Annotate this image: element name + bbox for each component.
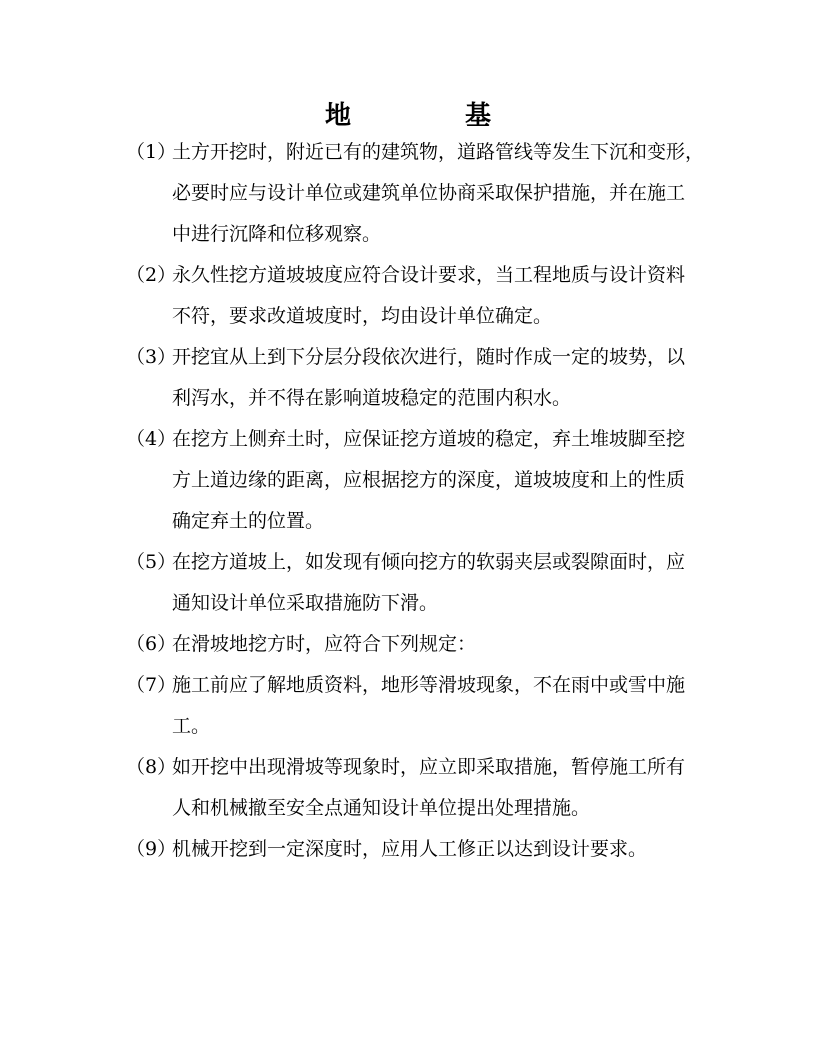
list-item	[126, 132, 756, 255]
list-item	[126, 665, 756, 747]
item-number: （8）	[126, 756, 177, 778]
item-text: 开挖宜从上到下分层分段依次进行，随时作成一定的坡势，以 利泻水，并不得在影响道坡稳定的范围内积水。	[172, 346, 686, 409]
item-number: （7）	[126, 674, 177, 696]
item-number: （5）	[126, 551, 177, 573]
item-number: （6）	[126, 633, 177, 655]
item-text: 永久性挖方道坡坡度应符合设计要求，当工程地质与设计资料 不符，要求改道坡度时，均由设计单位确定。	[172, 264, 686, 327]
item-number: （9）	[126, 838, 177, 860]
list-item	[126, 829, 756, 870]
item-number: （4）	[126, 428, 177, 450]
item-text: 机械开挖到一定深度时，应用人工修正以达到设计要求。	[172, 838, 648, 860]
list-item	[126, 419, 756, 542]
item-number: （2）	[126, 264, 177, 286]
item-text: 在挖方道坡上，如发现有倾向挖方的软弱夹层或裂隙面时，应 通知设计单位采取措施防下滑。	[172, 551, 686, 614]
list-item	[126, 255, 756, 337]
list-item	[126, 747, 756, 829]
list-item	[126, 624, 756, 665]
page-title: 地 基	[324, 101, 535, 131]
item-text: 如开挖中出现滑坡等现象时，应立即采取措施，暂停施工所有 人和机械撤至安全点通知设计单位提出处理措施。	[172, 756, 686, 819]
item-text: 在挖方上侧弃土时，应保证挖方道坡的稳定，弃土堆坡脚至挖 方上道边缘的距离，应根据挖方的深度，道坡坡度和上的性质 确定弃土的位置。	[172, 428, 686, 532]
regulation-list	[126, 132, 756, 870]
item-text: 土方开挖时，附近已有的建筑物，道路管线等发生下沉和变形， 必要时应与设计单位或建筑单位协商采取保护措施，并在施工 中进行沉降和位移观察。	[172, 141, 705, 245]
list-item	[126, 542, 756, 624]
item-number: （3）	[126, 346, 177, 368]
item-number: （1）	[126, 141, 177, 163]
item-text: 在滑坡地挖方时，应符合下列规定：	[172, 633, 477, 655]
list-item	[126, 337, 756, 419]
item-text: 施工前应了解地质资料，地形等滑坡现象，不在雨中或雪中施 工。	[172, 674, 686, 737]
